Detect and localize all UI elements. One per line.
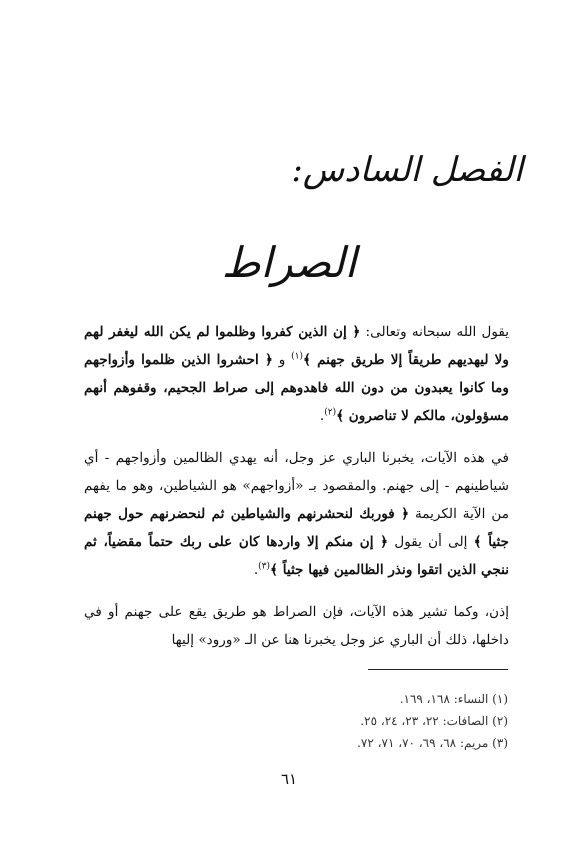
text-run: إذن، وكما تشير هذه الآيات، فإن الصراط هو طريق يقع على جهنم أو في داخلها، ذلك أن الباري عز وجل يخبرنا هنا عن الـ «ورود» إليها — [84, 604, 509, 648]
page-number: ٦١ — [280, 770, 298, 788]
footnote-ref: (٣) — [258, 561, 271, 572]
text-run: و — [272, 352, 292, 368]
footnote: (٢) الصافات: ٢٢، ٢٣، ٢٤، ٢٥. — [360, 714, 508, 728]
text-run: . — [253, 562, 259, 578]
footnote-ref: (١) — [291, 351, 303, 362]
footnote: (٣) مريم: ٦٨، ٦٩، ٧٠، ٧١، ٧٢. — [357, 736, 508, 750]
quran-verse: ﴿ فوربك لنحشرنهم والشياطين ثم لنحضرنهم حول جهنم جثياً ﴾ — [84, 506, 509, 550]
footnote-ref: (٢) — [324, 407, 337, 418]
paragraph — [84, 444, 509, 584]
paragraph — [84, 598, 509, 654]
section-title: الصراط — [221, 238, 357, 287]
footnote-divider — [368, 669, 508, 670]
quran-verse: ﴿ احشروا الذين ظلموا وأزواجهم وما كانوا يعبدون من دون الله فاهدوهم إلى صراط الجحيم، وقفوهم أنهم مسؤولون، مالكم لا تناصرون ﴾ — [84, 352, 509, 424]
chapter-heading: الفصل السادس: — [291, 150, 523, 190]
text-run: في هذه الآيات، يخبرنا الباري عز وجل، أنه يهدي الظالمين وأزواجهم - أي شياطينهم - إلى جهنم. والمقصود بـ «أزواجهم» هو الشياطين، وهو ما يفهم من الآية الكريمة — [84, 450, 509, 522]
text-run: يقول الله سبحانه وتعالى: — [360, 324, 509, 340]
quran-verse: ﴿ إن الذين كفروا وظلموا لم يكن الله ليغفر لهم ولا ليهديهم طريقاً إلا طريق جهنم ﴾ — [84, 324, 509, 368]
paragraph — [84, 318, 509, 430]
quran-verse: ﴿ إن منكم إلا واردها كان على ربك حتماً مقضياً، ثم ننجي الذين اتقوا ونذر الظالمين فيها جثياً ﴾ — [84, 534, 509, 578]
footnotes — [78, 688, 508, 754]
footnote: (١) النساء: ١٦٨، ١٦٩. — [399, 692, 508, 706]
body-text — [84, 318, 509, 668]
text-run: . — [319, 408, 325, 424]
text-run: إلى أن يقول — [388, 534, 474, 550]
